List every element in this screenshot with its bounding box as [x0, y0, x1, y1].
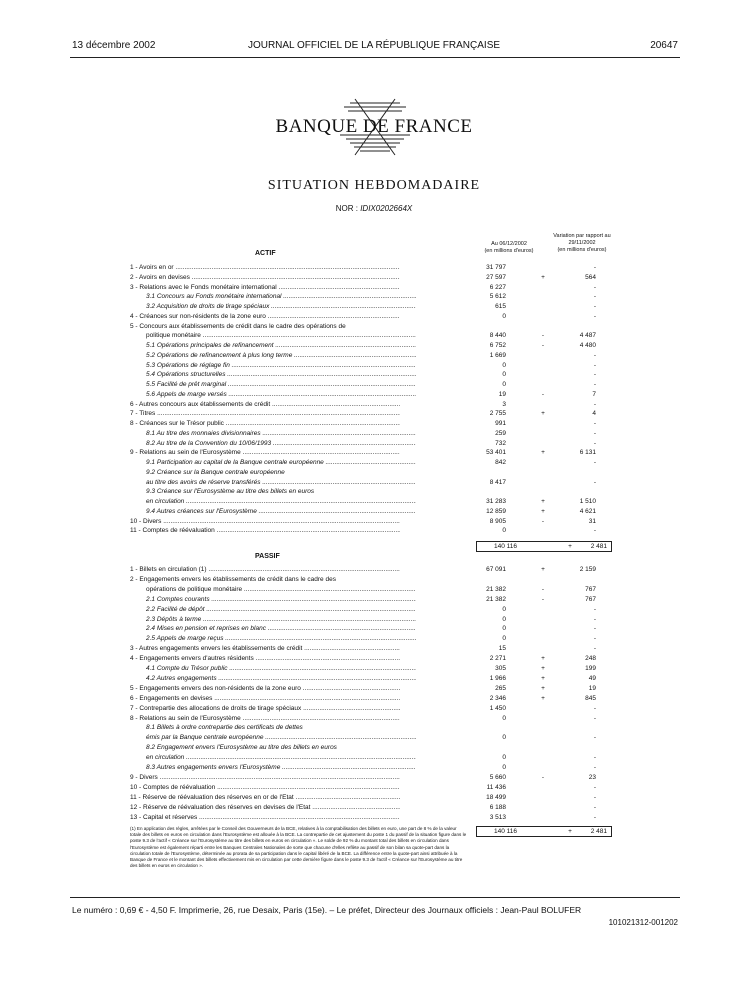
actif-row	[130, 361, 610, 370]
nor-label: NOR :	[335, 204, 358, 213]
actif-total-value: 140 116	[493, 543, 517, 550]
row-variation: -	[593, 459, 596, 466]
row-label: 5.6 Appels de marge versés .....	[130, 390, 416, 399]
row-variation: -	[593, 754, 596, 762]
row-value: 11 436	[486, 783, 506, 791]
passif-row	[130, 803, 610, 812]
actif-row	[130, 448, 610, 457]
row-sign: +	[541, 655, 545, 663]
row-value: 0	[502, 764, 506, 771]
header-rule	[70, 57, 680, 58]
row-label: 1 - Billets en circulation (1) .....	[130, 565, 400, 574]
row-variation: 4 480	[579, 342, 596, 349]
row-label: 7 - Titres .....	[130, 409, 400, 418]
row-value: 5 612	[489, 293, 506, 301]
row-value: 53 401	[486, 449, 506, 457]
row-variation: -	[593, 478, 596, 486]
actif-row	[130, 507, 610, 516]
actif-heading: ACTIF	[255, 250, 276, 257]
passif-row	[130, 565, 610, 574]
row-label: 5 - Concours aux établissements de crédit dans le cadre des opérations de	[130, 322, 346, 330]
row-variation: -	[593, 429, 596, 437]
row-label: 1 - Avoirs en or .....	[130, 263, 400, 272]
row-label: 9 - Divers .....	[130, 773, 400, 782]
row-variation: 6 131	[579, 449, 596, 457]
actif-row	[130, 351, 610, 360]
row-sign: -	[541, 595, 545, 603]
row-label: 10 - Divers .....	[130, 517, 400, 526]
row-value: 0	[502, 312, 506, 320]
row-value: 732	[495, 439, 506, 447]
passif-total-value: 140 116	[493, 828, 517, 835]
actif-row	[130, 419, 610, 428]
row-label: 8 - Créances sur le Trésor public .....	[130, 419, 400, 428]
row-label: en circulation .....	[130, 753, 416, 762]
actif-row	[130, 526, 610, 535]
actif-row	[130, 322, 610, 331]
row-label: 2 - Avoirs en devises .....	[130, 273, 400, 282]
row-value: 0	[502, 361, 506, 369]
row-sign: -	[541, 390, 545, 398]
actif-row	[130, 331, 610, 340]
row-sign: -	[541, 773, 545, 781]
row-value: 0	[502, 635, 506, 643]
row-label: 4 - Engagements envers d'autres résidents .....	[130, 654, 400, 663]
row-variation: 564	[585, 273, 596, 281]
passif-row	[130, 714, 610, 723]
row-variation: -	[593, 793, 596, 801]
row-label: 8.2 Au titre de la Convention du 10/06/1993 .....	[130, 439, 416, 448]
row-label: 11 - Réserve de réévaluation des réserves en or de l'Etat .....	[130, 793, 400, 802]
actif-row	[130, 273, 610, 282]
row-value: 1 966	[489, 674, 506, 682]
footer-rule	[70, 897, 680, 898]
row-variation: -	[593, 293, 596, 301]
row-value: 991	[495, 420, 506, 427]
row-variation: 4	[592, 410, 596, 418]
nor-reference	[0, 204, 748, 213]
row-value: 21 382	[486, 585, 506, 593]
column-head-variation-label: Variation par rapport au 29/11/2002	[553, 233, 611, 246]
row-label: émis par la Banque centrale européenne .....	[130, 733, 416, 742]
actif-row	[130, 439, 610, 448]
header-date: 13 décembre 2002	[72, 40, 156, 51]
row-variation: 199	[585, 665, 596, 672]
row-label: 4.2 Autres engagements .....	[130, 674, 416, 683]
row-label: 3.2 Acquisition de droits de tirage spéciaux .....	[130, 302, 416, 311]
passif-row	[130, 793, 610, 802]
logo-name: BANQUE DE FRANCE	[275, 116, 473, 137]
row-label: 8.1 Au titre des monnaies divisionnaires .....	[130, 429, 416, 438]
row-sign: +	[541, 665, 545, 672]
row-variation: -	[593, 381, 596, 388]
row-label: 9 - Relations au sein de l'Eurosystème .....	[130, 448, 400, 457]
row-variation: -	[593, 420, 596, 427]
row-label: 4 - Créances sur non-résidents de la zone euro .....	[130, 312, 400, 321]
footer-code: 101021312-001202	[608, 918, 678, 927]
row-variation: -	[593, 734, 596, 742]
actif-row	[130, 400, 610, 409]
passif-total-variation: 2 481	[590, 828, 607, 835]
row-variation: 7	[592, 390, 596, 398]
row-label: 7 - Contrepartie des allocations de droits de tirage spéciaux .....	[130, 704, 400, 713]
row-value: 6 188	[489, 803, 506, 811]
actif-row	[130, 487, 610, 496]
row-variation: 49	[588, 674, 596, 682]
row-sign: -	[541, 517, 545, 525]
row-value: 3	[502, 400, 506, 408]
row-label: 9.4 Autres créances sur l'Eurosystème .....	[130, 507, 416, 516]
header-page-number: 20647	[650, 40, 678, 51]
actif-row	[130, 302, 610, 311]
row-variation: 1 510	[579, 498, 596, 505]
row-sign: +	[541, 410, 545, 418]
row-value: 18 499	[486, 793, 506, 801]
row-variation: 845	[585, 694, 596, 702]
passif-row	[130, 773, 610, 782]
passif-row	[130, 723, 610, 732]
row-label: 6 - Engagements en devises .....	[130, 694, 400, 703]
row-label: 6 - Autres concours aux établissements de crédit .....	[130, 400, 400, 409]
actif-row	[130, 409, 610, 418]
row-value: 15	[498, 645, 506, 653]
row-variation: 2 159	[579, 566, 596, 573]
row-value: 31 797	[486, 264, 506, 271]
row-value: 0	[502, 625, 506, 633]
passif-row	[130, 733, 610, 742]
column-head-current-date: Au 06/12/2002	[491, 241, 527, 247]
row-variation: 19	[588, 684, 596, 692]
row-variation: 23	[588, 773, 596, 781]
row-label: 5.2 Opérations de refinancement à plus long terme .....	[130, 351, 416, 360]
row-sign: +	[541, 684, 545, 692]
passif-row	[130, 575, 610, 584]
passif-row	[130, 694, 610, 703]
row-value: 0	[502, 527, 506, 535]
passif-row	[130, 704, 610, 713]
passif-row	[130, 743, 610, 752]
row-value: 8 417	[489, 478, 506, 486]
row-variation: -	[593, 714, 596, 722]
row-value: 31 283	[486, 498, 506, 505]
row-label: politique monétaire .....	[130, 331, 416, 340]
passif-row	[130, 654, 610, 663]
passif-row	[130, 753, 610, 762]
actif-total-variation: 2 481	[590, 543, 607, 550]
row-value: 8 440	[489, 332, 506, 340]
row-variation: -	[593, 813, 596, 821]
passif-row	[130, 624, 610, 633]
column-head-current	[476, 241, 542, 255]
actif-row	[130, 390, 610, 399]
row-variation: -	[593, 361, 596, 369]
passif-row	[130, 813, 610, 822]
row-label: 2.5 Appels de marge reçus .....	[130, 634, 416, 643]
passif-row	[130, 644, 610, 653]
row-label: 5.5 Facilité de prêt marginal .....	[130, 380, 416, 389]
passif-row	[130, 585, 610, 594]
column-head-current-unit: (en millions d'euros)	[484, 248, 534, 254]
row-variation: 4 621	[579, 507, 596, 515]
row-label: 9.1 Participation au capital de la Banque centrale européenne .....	[130, 458, 416, 467]
row-label: 8.3 Autres engagements envers l'Eurosystème .....	[130, 763, 416, 772]
column-head-variation	[550, 233, 614, 254]
row-label: 8.1 Billets à ordre contrepartie des certificats de dettes	[146, 724, 303, 732]
row-value: 2 271	[489, 655, 506, 663]
row-value: 0	[502, 714, 506, 722]
row-label: opérations de politique monétaire .....	[130, 585, 416, 594]
actif-total-box	[476, 541, 612, 552]
row-label: 9.2 Créance sur la Banque centrale européenne	[146, 468, 285, 476]
page-title: SITUATION HEBDOMADAIRE	[267, 178, 481, 193]
row-value: 1 669	[489, 351, 506, 359]
row-label: 2.3 Dépôts à terme .....	[130, 615, 416, 624]
row-variation: -	[593, 264, 596, 271]
row-value: 1 450	[489, 704, 506, 712]
row-sign: -	[541, 332, 545, 340]
footer-line: Le numéro : 0,69 € - 4,50 F. Imprimerie, 26, rue Desaix, Paris (15e). – Le préfet, Directeur des Journaux officiels : Jean-Paul BOLUFER	[72, 905, 582, 915]
row-value: 265	[495, 684, 506, 692]
actif-row	[130, 468, 610, 477]
row-label: 10 - Comptes de réévaluation .....	[130, 783, 400, 792]
row-value: 0	[502, 615, 506, 623]
row-sign: -	[541, 342, 545, 349]
row-sign: +	[541, 694, 545, 702]
row-variation: -	[593, 371, 596, 379]
passif-row	[130, 674, 610, 683]
row-label: 5.4 Opérations structurelles .....	[130, 370, 416, 379]
row-sign: -	[541, 585, 545, 593]
row-variation: -	[593, 635, 596, 643]
row-sign: +	[541, 273, 545, 281]
row-sign: +	[541, 566, 545, 573]
actif-row	[130, 497, 610, 506]
row-value: 0	[502, 371, 506, 379]
passif-row	[130, 634, 610, 643]
row-sign: +	[541, 507, 545, 515]
row-value: 19	[498, 390, 506, 398]
actif-row	[130, 517, 610, 526]
passif-row	[130, 664, 610, 673]
row-variation: -	[593, 351, 596, 359]
passif-row	[130, 605, 610, 614]
passif-total-box	[476, 826, 612, 837]
row-label: 2 - Engagements envers les établissements de crédit dans le cadre des	[130, 575, 336, 583]
passif-total-sign: +	[568, 828, 572, 835]
row-variation: -	[593, 764, 596, 771]
row-variation: -	[593, 615, 596, 623]
row-value: 21 382	[486, 595, 506, 603]
row-label: 3.1 Concours au Fonds monétaire international .....	[130, 292, 416, 301]
row-value: 0	[502, 381, 506, 388]
row-variation: 31	[588, 517, 596, 525]
passif-row	[130, 763, 610, 772]
row-label: 5.1 Opérations principales de refinancement .....	[130, 341, 416, 350]
row-label: en circulation .....	[130, 497, 416, 506]
row-value: 5 660	[489, 773, 506, 781]
row-label: 3 - Relations avec le Fonds monétaire international .....	[130, 283, 400, 292]
row-value: 27 597	[486, 273, 506, 281]
row-label: 11 - Comptes de réévaluation .....	[130, 526, 400, 535]
row-label: 2.2 Facilité de dépôt .....	[130, 605, 416, 614]
row-value: 0	[502, 605, 506, 613]
row-variation: -	[593, 283, 596, 291]
row-value: 305	[495, 665, 506, 672]
row-variation: 767	[585, 585, 596, 593]
row-value: 67 091	[486, 566, 506, 573]
row-variation: -	[593, 645, 596, 653]
row-label: 8.2 Engagement envers l'Eurosystème au titre des billets en euros	[146, 744, 337, 752]
row-variation: -	[593, 439, 596, 447]
row-variation: -	[593, 704, 596, 712]
actif-row	[130, 458, 610, 467]
row-label: 3 - Autres engagements envers les établissements de crédit .....	[130, 644, 400, 653]
row-variation: -	[593, 605, 596, 613]
row-label: 5.3 Opérations de réglage fin .....	[130, 361, 416, 370]
column-head-variation-unit: (en millions d'euros)	[557, 247, 607, 253]
row-value: 2 755	[489, 410, 506, 418]
actif-row	[130, 341, 610, 350]
row-sign: +	[541, 674, 545, 682]
row-variation: 767	[585, 595, 596, 603]
row-value: 0	[502, 734, 506, 742]
passif-row	[130, 783, 610, 792]
row-label: au titre des avoirs de réserve transférés .....	[130, 478, 416, 487]
row-value: 2 346	[489, 694, 506, 702]
row-label: 8 - Relations au sein de l'Eurosystème .....	[130, 714, 400, 723]
row-value: 615	[495, 303, 506, 310]
actif-row	[130, 380, 610, 389]
actif-row	[130, 263, 610, 272]
row-variation: -	[593, 527, 596, 535]
row-variation: -	[593, 400, 596, 408]
passif-row	[130, 615, 610, 624]
row-value: 0	[502, 754, 506, 762]
row-label: 4.1 Compte du Trésor public .....	[130, 664, 416, 673]
row-value: 6 227	[489, 283, 506, 291]
row-value: 259	[495, 429, 506, 437]
row-sign: +	[541, 498, 545, 505]
actif-row	[130, 312, 610, 321]
row-variation: 248	[585, 655, 596, 663]
row-variation: -	[593, 803, 596, 811]
row-label: 2.1 Comptes courants .....	[130, 595, 416, 604]
actif-row	[130, 292, 610, 301]
actif-total-sign: +	[568, 543, 572, 550]
footnote: (1) En application des règles, arrêtées par le Conseil des Gouverneurs de la BCE, relatives à la comptabilisation des billets en euro, une part de 8 % de la valeur totale des billets en euros en circulation dans l'Eurosystème est allouée à la BCE. La contrepartie de cet ajustement du poste 1 du passif de la situation figure dans le poste 9.3 de l'actif « Créance sur l'Eurosystème au titre des billets en euros en circulation ». Le solde de 92 % du montant total des billets en circulation dans l'Eurosystème est également réparti entre les Banques Centrales Nationales de sorte que chacune d'elles reflète au passif de son bilan sa quote-part dans la circulation totale de l'Eurosystème, déterminée au prorata de sa participation dans le capital libéré de la BCE. La différence entre la quote-part ainsi attribuée à la Banque de France et le montant des billets effectivement mis en circulation par cette dernière figure dans le poste 9.3 de l'actif « Créance sur l'Eurosystème au titre des billets en euros en circulation ».	[130, 826, 467, 869]
row-value: 6 752	[489, 342, 506, 349]
row-value: 12 859	[486, 507, 506, 515]
row-variation: -	[593, 625, 596, 633]
row-label: 12 - Réserve de réévaluation des réserves en devises de l'Etat .....	[130, 803, 400, 812]
row-variation: 4 487	[579, 332, 596, 340]
passif-row	[130, 595, 610, 604]
row-label: 13 - Capital et réserves .....	[130, 813, 400, 822]
row-label: 9.3 Créance sur l'Eurosystème au titre des billets en euros	[146, 488, 315, 496]
row-variation: -	[593, 783, 596, 791]
actif-row	[130, 429, 610, 438]
passif-heading: PASSIF	[255, 553, 280, 560]
row-variation: -	[593, 303, 596, 310]
row-label: 5 - Engagements envers des non-résidents de la zone euro .....	[130, 684, 400, 693]
actif-row	[130, 478, 610, 487]
row-label: 2.4 Mises en pension et reprises en blanc .....	[130, 624, 416, 633]
row-value: 8 905	[489, 517, 506, 525]
actif-row	[130, 283, 610, 292]
nor-code: IDIX0202664X	[360, 204, 413, 213]
row-sign: +	[541, 449, 545, 457]
header-journal-title: JOURNAL OFFICIEL DE LA RÉPUBLIQUE FRANÇAISE	[247, 40, 501, 51]
row-value: 842	[495, 459, 506, 466]
passif-row	[130, 684, 610, 693]
actif-row	[130, 370, 610, 379]
row-variation: -	[593, 312, 596, 320]
row-value: 3 513	[489, 813, 506, 821]
